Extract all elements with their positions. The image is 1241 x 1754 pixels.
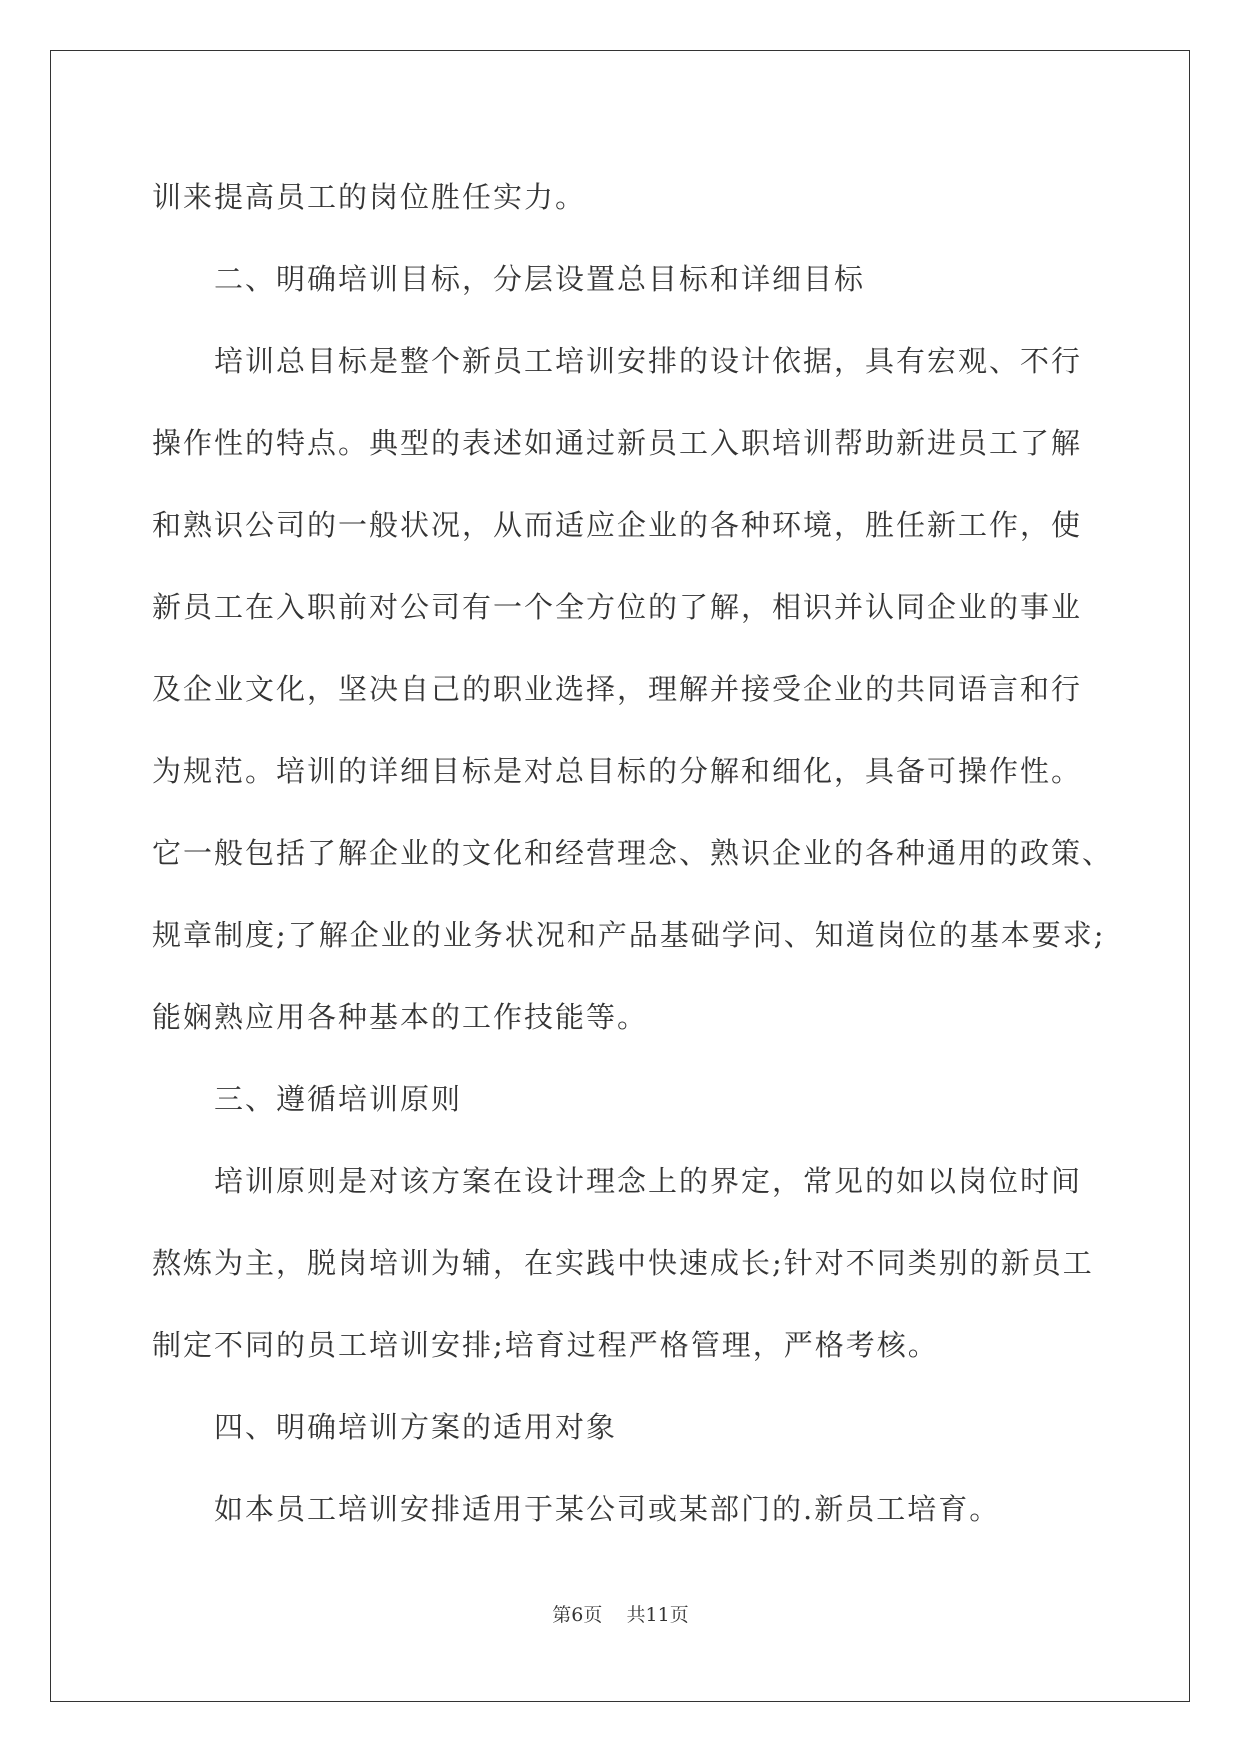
text-line: 它一般包括了解企业的文化和经营理念、熟识企业的各种通用的政策、 — [152, 836, 1114, 870]
text-line: 制定不同的员工培训安排;培育过程严格管理，严格考核。 — [152, 1328, 939, 1362]
text-line: 新员工在入职前对公司有一个全方位的了解，相识并认同企业的事业 — [152, 590, 1083, 624]
text-line: 及企业文化，坚决自己的职业选择，理解并接受企业的共同语言和行 — [152, 672, 1083, 706]
page-number: 第6页 — [552, 1604, 603, 1626]
text-line: 和熟识公司的一般状况，从而适应企业的各种环境，胜任新工作，使 — [152, 508, 1083, 542]
text-line: 培训原则是对该方案在设计理念上的界定，常见的如以岗位时间 — [214, 1164, 1083, 1198]
text-line: 能娴熟应用各种基本的工作技能等。 — [152, 1000, 649, 1034]
text-line: 培训总目标是整个新员工培训安排的设计依据，具有宏观、不行 — [214, 344, 1083, 378]
text-line: 为规范。培训的详细目标是对总目标的分解和细化，具备可操作性。 — [152, 754, 1083, 788]
document-body — [152, 156, 1114, 1550]
page-footer — [0, 1600, 1241, 1627]
text-line: 二、明确培训目标，分层设置总目标和详细目标 — [214, 262, 866, 296]
text-line: 操作性的特点。典型的表述如通过新员工入职培训帮助新进员工了解 — [152, 426, 1083, 460]
text-line: 三、遵循培训原则 — [214, 1082, 463, 1116]
page-total: 共11页 — [626, 1604, 689, 1626]
text-line: 规章制度;了解企业的业务状况和产品基础学问、知道岗位的基本要求; — [152, 918, 1106, 952]
text-line: 熬炼为主，脱岗培训为辅，在实践中快速成长;针对不同类别的新员工 — [152, 1246, 1094, 1280]
text-line: 如本员工培训安排适用于某公司或某部门的.新员工培育。 — [214, 1492, 1001, 1526]
text-line: 四、明确培训方案的适用对象 — [214, 1410, 618, 1444]
text-line: 训来提高员工的岗位胜任实力。 — [152, 180, 587, 214]
